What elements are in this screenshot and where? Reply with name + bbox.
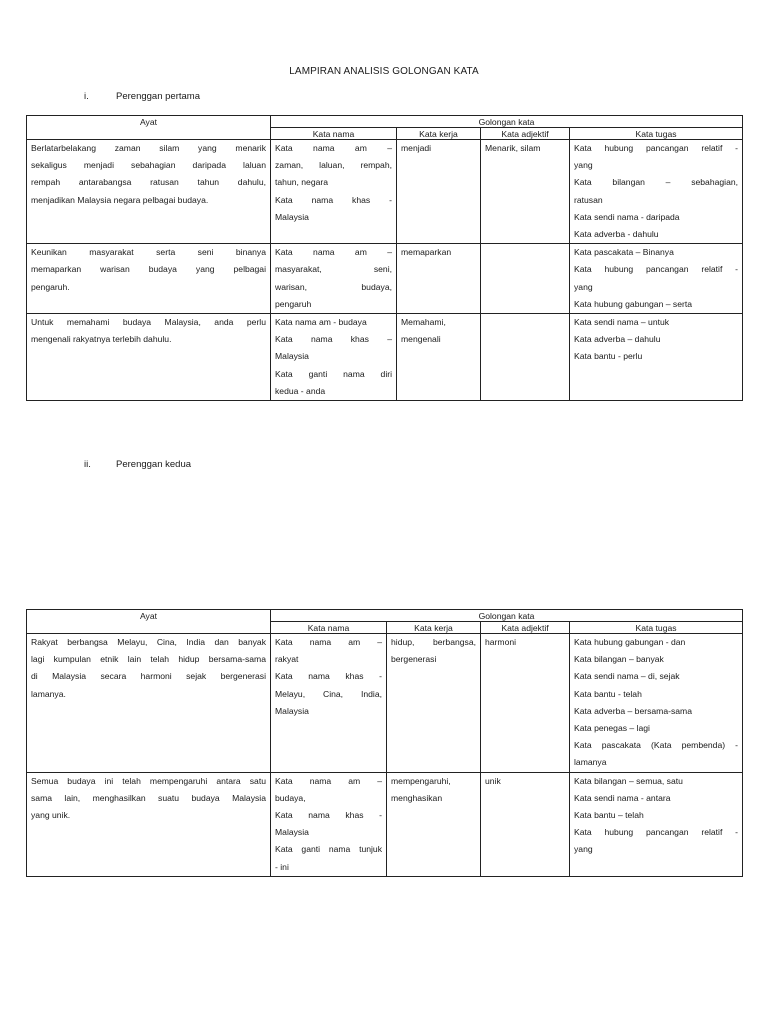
cell-line: Kata nama khas - [275,671,382,682]
section-label: Perenggan kedua [116,459,192,470]
cell-line: menghasikan [391,792,443,803]
kata-adjektif-cell [481,244,570,314]
cell-line: Untuk memahami budaya Malaysia, anda perlu [31,317,266,328]
kata-tugas-cell [570,634,743,773]
header-kata-adjektif: Kata adjektif [481,128,570,140]
cell-line: rempah antarabangsa ratusan tahun dahulu, [31,177,266,188]
kata-kerja-cell [397,140,481,244]
header-kata-kerja: Kata kerja [397,128,481,140]
cell-line: Kata nama am - budaya [275,317,367,328]
header-kata-tugas: Kata tugas [570,622,743,634]
table-row [27,244,743,314]
header-kata-adjektif: Kata adjektif [481,622,570,634]
ayat-cell [27,314,271,401]
cell-line: pengaruh [275,298,312,309]
kata-adjektif-cell [481,634,570,773]
cell-line: Kata nama am – [275,143,392,153]
section-number: ii. [84,459,91,470]
cell-line: warisan, budaya, [275,281,392,292]
kata-kerja-cell [397,314,481,401]
kata-tugas-cell [570,244,743,314]
kata-tugas-cell [570,772,743,876]
cell-line: Kata sendi nama – di, sejak [574,671,680,682]
cell-line: Malaysia [275,351,309,362]
cell-line: Kata penegas – lagi [574,723,650,734]
cell-line: Kata adverba – dahulu [574,334,661,345]
ayat-cell [27,634,271,773]
cell-line: menjadikan Malaysia negara pelbagai budaya. [31,194,209,205]
cell-line: Rakyat berbangsa Melayu, Cina, India dan banyak [31,637,266,647]
kata-nama-cell [271,772,387,876]
kata-adjektif-cell [481,772,570,876]
cell-line: Kata bilangan – sebahagian, [574,177,739,188]
cell-line: zaman, laluan, rempah, [275,160,392,171]
cell-line: Kata nama am – [275,775,382,786]
cell-line: - ini [275,861,289,872]
cell-line: yang [574,281,593,292]
cell-line: Kata hubung pancangan relatif - [574,264,739,275]
table-row [27,314,743,401]
kata-nama-cell [271,244,397,314]
kata-tugas-cell [570,314,743,401]
cell-line: lamanya. [31,688,66,699]
ayat-cell [27,244,271,314]
header-kata-kerja: Kata kerja [387,622,481,634]
cell-line: mempengaruhi, [391,775,451,786]
cell-line: lamanya [574,757,607,768]
cell-line: Kata hubung pancangan relatif - [574,827,739,838]
cell-line: sekaligus menjadi sebahagian daripada laluan [31,160,266,171]
cell-line: Menarik, silam [485,143,541,153]
cell-line: Kata nama khas - [275,810,382,821]
kata-nama-cell [271,140,397,244]
cell-line: mengenali rakyatnya terlebih dahulu. [31,334,172,345]
kata-adjektif-cell [481,314,570,401]
cell-line: kedua - anda [275,385,326,396]
cell-line: yang [574,844,593,855]
kata-tugas-cell [570,140,743,244]
cell-line: Kata hubung gabungan – serta [574,298,693,309]
cell-line: Kata sendi nama - antara [574,792,671,803]
cell-line: Kata adverba – bersama-sama [574,705,692,716]
kata-kerja-cell [387,772,481,876]
cell-line: Kata pascakata – Binanya [574,247,674,258]
cell-line: Kata ganti nama diri [275,368,392,379]
cell-line: bergenerasi [391,654,437,665]
cell-line: unik [485,775,501,786]
cell-line: Semua budaya ini telah mempengaruhi antara satu [31,775,266,786]
cell-line: Kata bantu – telah [574,810,644,821]
section-label: Perenggan pertama [116,91,200,102]
cell-line: Kata bantu - perlu [574,351,643,362]
header-golongan-kata: Golongan kata [271,610,743,622]
cell-line: masyarakat, seni, [275,264,392,275]
kata-kerja-cell [387,634,481,773]
cell-line: tahun, negara [275,177,329,188]
cell-line: mengenali [401,334,441,345]
cell-line: yang [574,160,593,171]
section-number: i. [84,91,89,102]
cell-line: harmoni [485,637,517,647]
table-row [27,772,743,876]
cell-line: Malaysia [275,705,309,716]
word-class-table-1 [26,115,743,401]
cell-line: Malaysia [275,211,309,222]
cell-line: Malaysia [275,827,309,838]
cell-line: memaparkan warisan budaya yang pelbagai [31,264,266,275]
cell-line: Kata nama khas – [275,334,392,345]
cell-line: Keunikan masyarakat serta seni binanya [31,247,266,258]
cell-line: Melayu, Cina, India, [275,688,382,699]
table-row [27,634,743,773]
table-row [27,140,743,244]
cell-line: Kata pascakata (Kata pembenda) - [574,740,739,751]
cell-line: rakyat [275,654,299,665]
cell-line: Kata bantu - telah [574,688,642,699]
header-kata-nama: Kata nama [271,622,387,634]
cell-line: Kata sendi nama - daripada [574,211,680,222]
kata-kerja-cell [397,244,481,314]
cell-line: menjadi [401,143,432,153]
kata-nama-cell [271,314,397,401]
cell-line: hidup, berbangsa, [391,637,476,647]
cell-line: memaparkan [401,247,452,258]
cell-line: lagi kumpulan etnik lain telah hidup bersama-sama [31,654,266,665]
header-golongan-kata: Golongan kata [271,116,743,128]
ayat-cell [27,140,271,244]
header-kata-tugas: Kata tugas [570,128,743,140]
ayat-cell [27,772,271,876]
header-ayat: Ayat [27,610,271,634]
cell-line: pengaruh. [31,281,70,292]
cell-line: Kata hubung pancangan relatif - [574,143,739,153]
cell-line: Kata sendi nama – untuk [574,317,670,328]
kata-nama-cell [271,634,387,773]
cell-line: Kata bilangan – semua, satu [574,775,683,786]
cell-line: sama lain, menghasilkan suatu budaya Malaysia [31,792,266,803]
cell-line: Memahami, [401,317,446,328]
cell-line: Berlatarbelakang zaman silam yang menarik [31,143,266,153]
document-title: LAMPIRAN ANALISIS GOLONGAN KATA [289,66,479,77]
kata-adjektif-cell [481,140,570,244]
cell-line: di Malaysia secara harmoni sejak bergenerasi [31,671,266,682]
cell-line: Kata hubung gabungan - dan [574,637,686,647]
word-class-table-2 [26,609,743,877]
cell-line: Kata bilangan – banyak [574,654,664,665]
cell-line: Kata nama am – [275,247,392,258]
cell-line: yang unik. [31,810,71,821]
cell-line: Kata nama am – [275,637,382,647]
cell-line: budaya, [275,792,306,803]
cell-line: Kata adverba - dahulu [574,229,659,240]
header-ayat: Ayat [27,116,271,140]
header-kata-nama: Kata nama [271,128,397,140]
cell-line: Kata ganti nama tunjuk [275,844,382,855]
cell-line: ratusan [574,194,603,205]
cell-line: Kata nama khas - [275,194,392,205]
